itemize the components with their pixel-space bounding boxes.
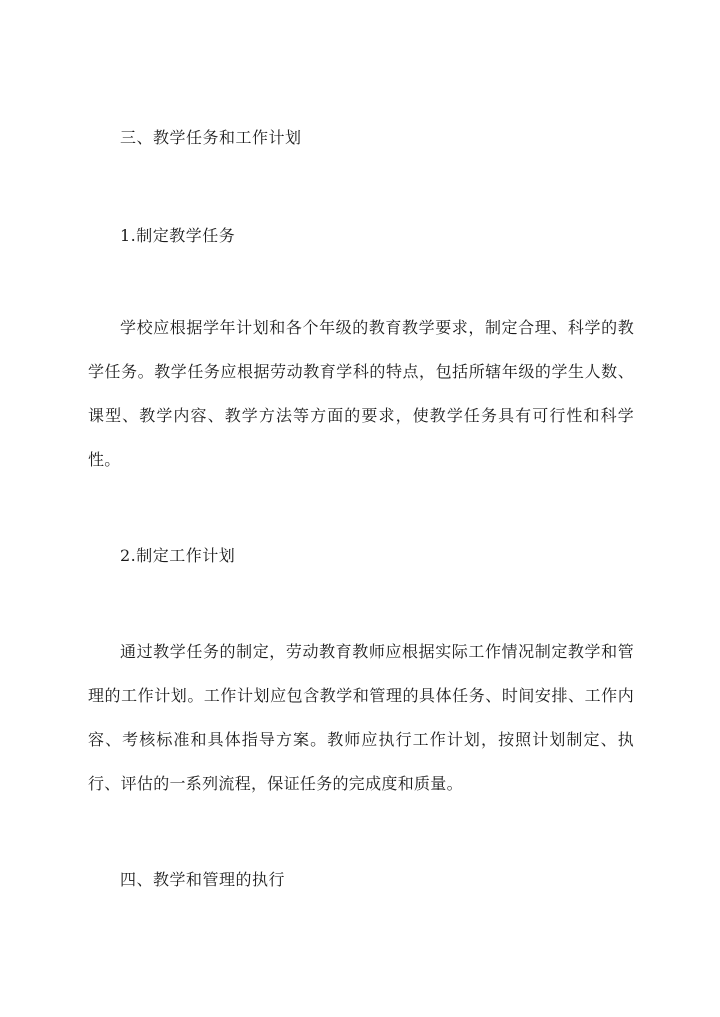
paragraph-work-plan: 通过教学任务的制定，劳动教育教师应根据实际工作情况制定教学和管理的工作计划。工作计划应包含教学和管理的具体任务、时间安排、工作内容、考核标准和具体指导方案。教师应执行工作计划，按照计划制定、执行、评估的一系列流程，保证任务的完成度和质量。 xyxy=(88,642,634,793)
subsection-heading-2: 2.制定工作计划 xyxy=(120,546,236,565)
paragraph-teaching-tasks: 学校应根据学年计划和各个年级的教育教学要求，制定合理、科学的教学任务。教学任务应根据劳动教育学科的特点，包括所辖年级的学生人数、课型、教学内容、教学方法等方面的要求，使教学任务具有可行性和科学性。 xyxy=(88,318,634,469)
section-heading-4: 四、教学和管理的执行 xyxy=(120,870,286,889)
subsection-heading-1: 1.制定教学任务 xyxy=(120,226,236,245)
section-heading-3: 三、教学任务和工作计划 xyxy=(120,128,302,147)
